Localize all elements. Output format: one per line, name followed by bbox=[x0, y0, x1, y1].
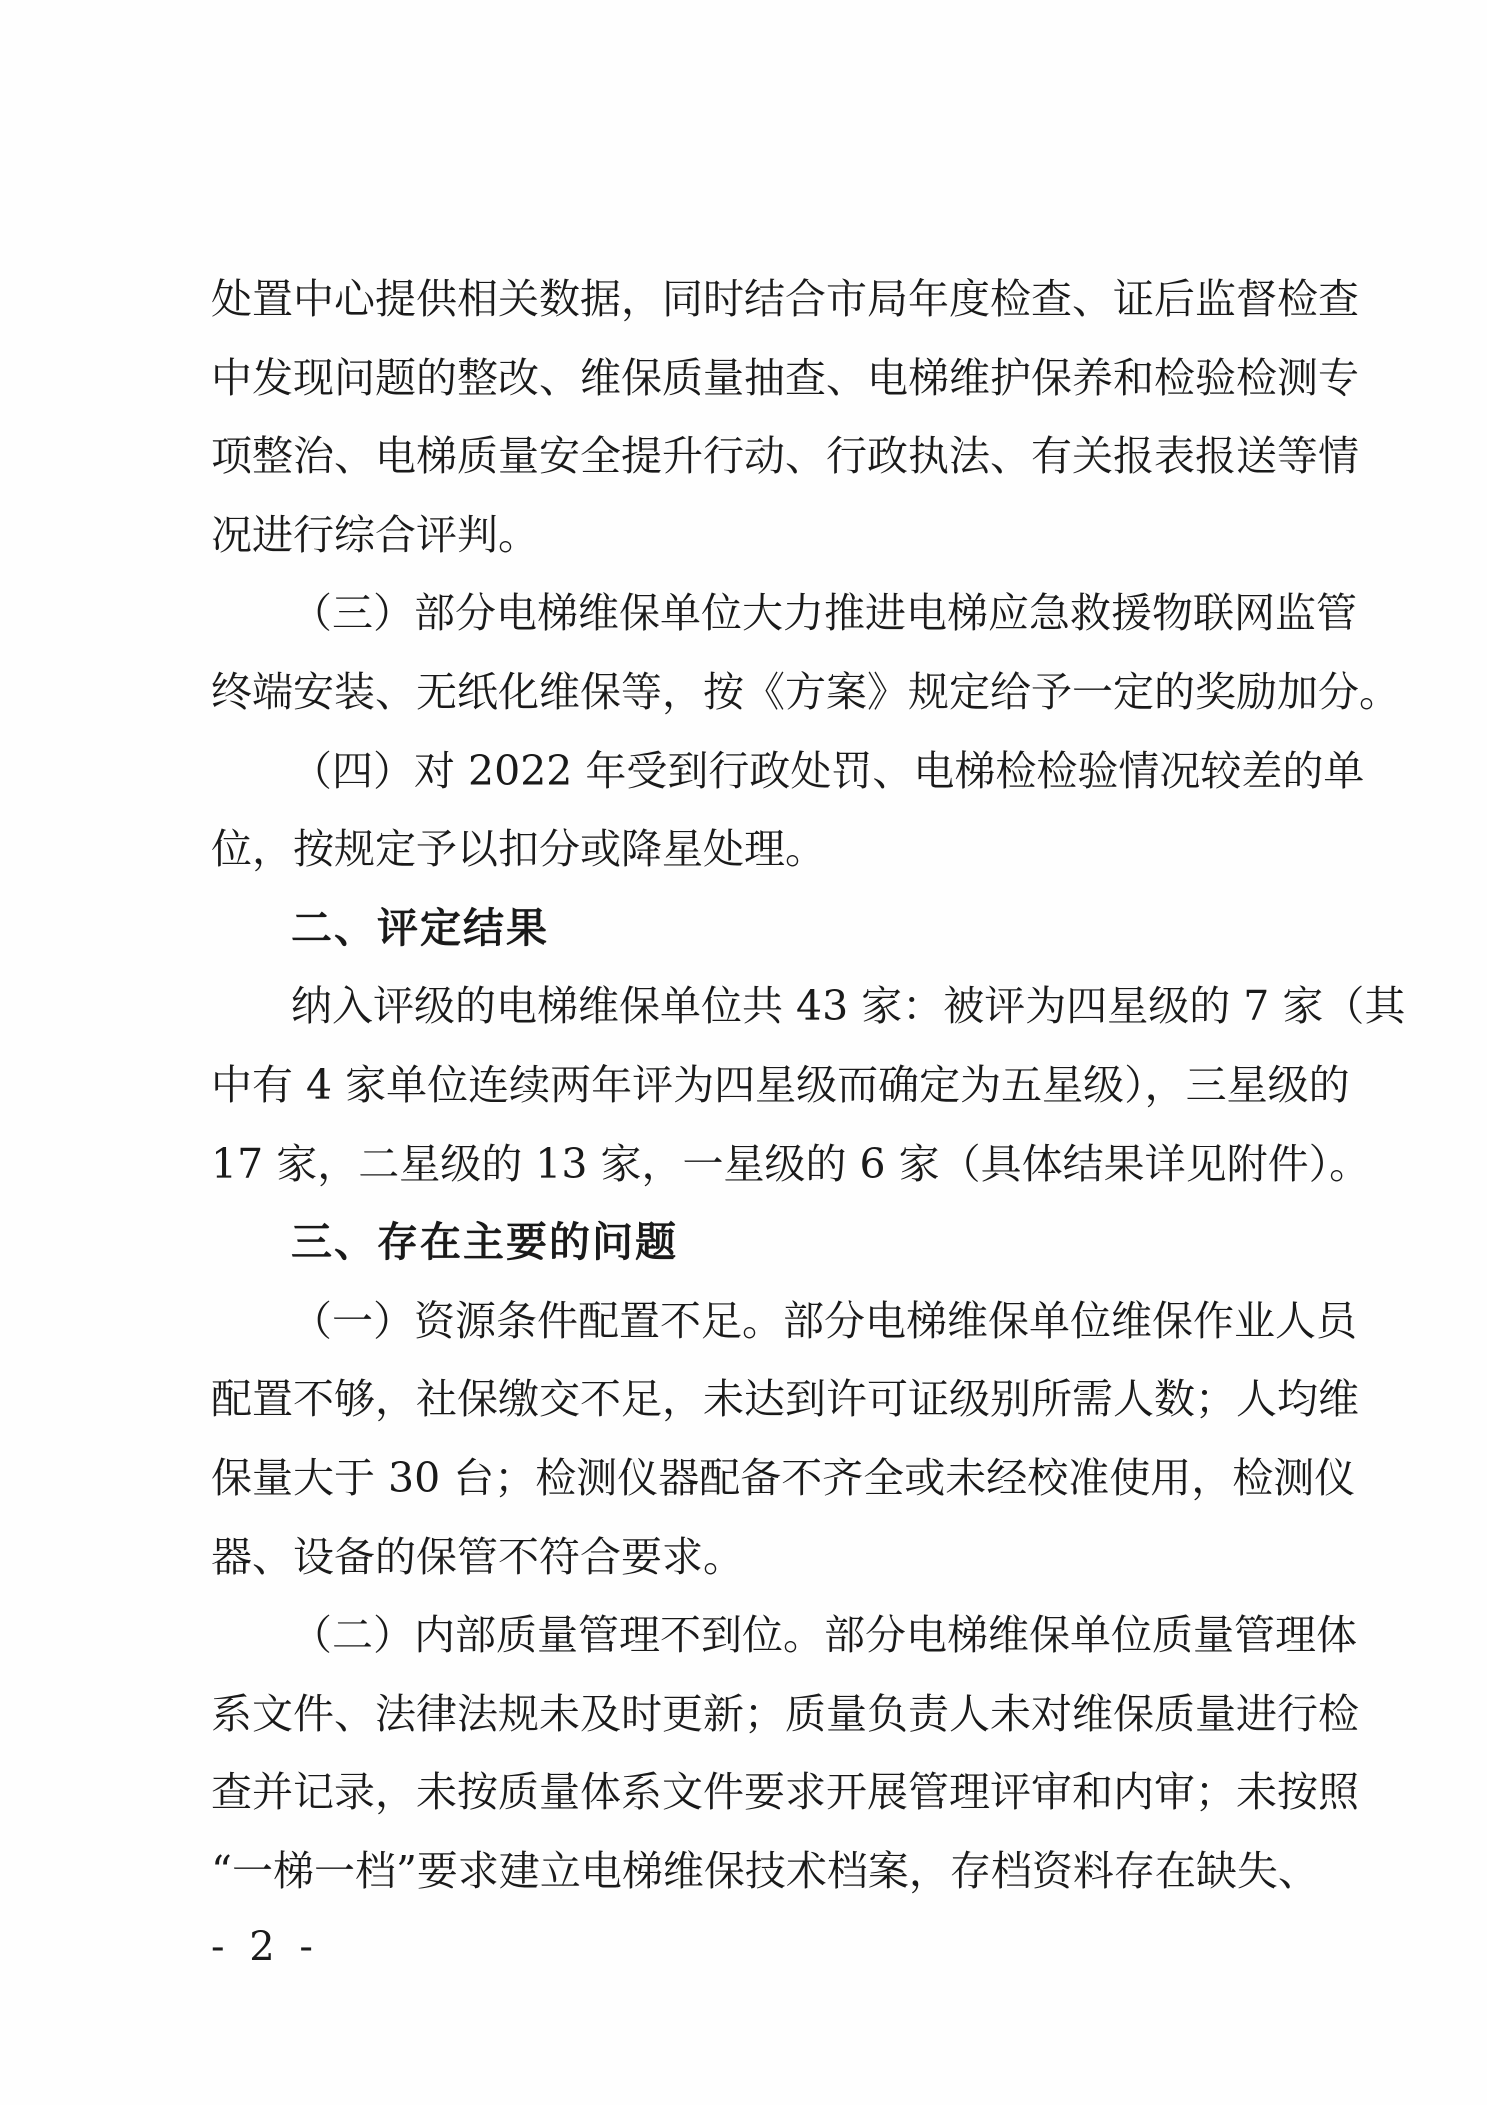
paragraph bbox=[211, 977, 1406, 1213]
text-line: （一）资源条件配置不足。部分电梯维保单位维保作业人员 bbox=[291, 1296, 1357, 1345]
section-heading bbox=[211, 899, 1305, 978]
page-number: - 2 - bbox=[211, 1924, 319, 1970]
text-line: “一梯一档”要求建立电梯维保技术档案，存档资料存在缺失、 bbox=[211, 1846, 1319, 1895]
paragraph bbox=[211, 584, 1400, 741]
text-line: 终端安装、无纸化维保等，按《方案》规定给予一定的奖励加分。 bbox=[211, 667, 1400, 716]
text-line: 况进行综合评判。 bbox=[211, 510, 539, 559]
text-line: 17 家，二星级的 13 家，一星级的 6 家（具体结果详见附件）。 bbox=[211, 1139, 1371, 1188]
section-heading bbox=[211, 1213, 1305, 1292]
paragraph bbox=[211, 270, 1359, 584]
text-line: （二）内部质量管理不到位。部分电梯维保单位质量管理体 bbox=[291, 1611, 1357, 1660]
text-line: 保量大于 30 台；检测仪器配备不齐全或未经校准使用，检测仪 bbox=[211, 1453, 1356, 1502]
text-line: 二、评定结果 bbox=[291, 903, 549, 952]
paragraph bbox=[211, 1606, 1359, 1920]
text-line: 处置中心提供相关数据，同时结合市局年度检查、证后监督检查 bbox=[211, 275, 1359, 323]
text-line: 位，按规定予以扣分或降星处理。 bbox=[211, 825, 826, 874]
text-line: 三、存在主要的问题 bbox=[291, 1218, 678, 1267]
text-line: 中发现问题的整改、维保质量抽查、电梯维护保养和检验检测专 bbox=[211, 353, 1359, 402]
text-line: 项整治、电梯质量安全提升行动、行政执法、有关报表报送等情 bbox=[211, 432, 1359, 481]
text-line: （四）对 2022 年受到行政处罚、电梯检检验情况较差的单 bbox=[291, 746, 1365, 795]
text-line: 中有 4 家单位连续两年评为四星级而确定为五星级），三星级的 bbox=[211, 1060, 1350, 1109]
paragraph bbox=[211, 1292, 1359, 1606]
text-line: （三）部分电梯维保单位大力推进电梯应急救援物联网监管 bbox=[291, 589, 1357, 638]
document-body bbox=[211, 270, 1406, 1920]
text-line: 配置不够，社保缴交不足，未达到许可证级别所需人数；人均维 bbox=[211, 1375, 1359, 1424]
text-line: 系文件、法律法规未及时更新；质量负责人未对维保质量进行检 bbox=[211, 1689, 1359, 1738]
paragraph bbox=[211, 742, 1365, 899]
text-line: 器、设备的保管不符合要求。 bbox=[211, 1532, 744, 1581]
text-line: 纳入评级的电梯维保单位共 43 家：被评为四星级的 7 家（其 bbox=[291, 982, 1406, 1031]
text-line: 查并记录，未按质量体系文件要求开展管理评审和内审；未按照 bbox=[211, 1768, 1359, 1817]
